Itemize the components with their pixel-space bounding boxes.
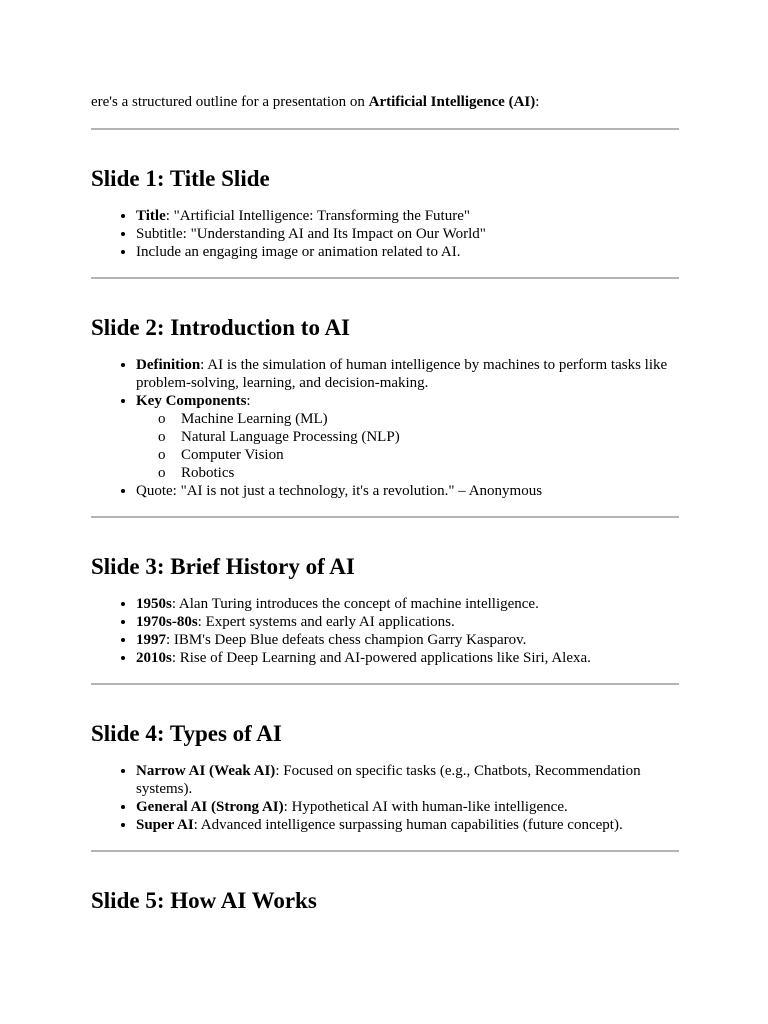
item-text: : IBM's Deep Blue defeats chess champion Garry Kasparov. — [166, 632, 527, 648]
slide-4-list — [91, 762, 679, 834]
slide-5-heading: Slide 5: How AI Works — [91, 888, 317, 913]
item-text: : AI is the simulation of human intelligence by machines to perform tasks like problem-solving, learning, and decision-making. — [136, 357, 668, 391]
list-item — [136, 595, 679, 613]
list-item — [136, 243, 679, 261]
section-divider — [91, 516, 679, 518]
item-term: 1970s-80s — [136, 614, 198, 630]
item-text: Subtitle: "Understanding AI and Its Impact on Our World" — [136, 226, 486, 242]
slide-2-heading: Slide 2: Introduction to AI — [91, 315, 351, 340]
item-text: : Hypothetical AI with human-like intelligence. — [283, 799, 568, 815]
sublist-item: o Computer Vision — [158, 446, 679, 464]
item-term: 1950s — [136, 596, 172, 612]
item-term: 1997 — [136, 632, 166, 648]
item-term: Key Components — [136, 393, 247, 409]
list-item — [136, 225, 679, 243]
slide-3-list — [91, 595, 679, 667]
slide-2-list — [91, 356, 679, 500]
item-text: : Alan Turing introduces the concept of machine intelligence. — [171, 596, 539, 612]
section-divider — [91, 850, 679, 852]
slide-4-heading: Slide 4: Types of AI — [91, 721, 282, 746]
list-item — [136, 631, 679, 649]
list-item — [136, 613, 679, 631]
item-text: Quote: "AI is not just a technology, it's a revolution." – Anonymous — [136, 483, 543, 499]
key-components-sublist — [136, 410, 679, 482]
item-term: General AI (Strong AI) — [136, 799, 284, 815]
item-term: Title — [136, 208, 166, 224]
sublist-item: o Machine Learning (ML) — [158, 410, 679, 428]
list-item — [136, 816, 679, 834]
list-item — [136, 392, 679, 482]
list-item — [136, 762, 679, 798]
item-text: : Advanced intelligence surpassing human capabilities (future concept). — [193, 817, 623, 833]
item-term: Super AI — [136, 817, 194, 833]
section-divider — [91, 128, 679, 130]
slide-1-list — [91, 207, 679, 261]
list-item — [136, 356, 679, 392]
document-content — [91, 93, 679, 915]
section-divider — [91, 683, 679, 685]
intro-suffix: : — [535, 94, 540, 110]
intro-topic: Artificial Intelligence (AI) — [368, 94, 536, 110]
item-text: : Rise of Deep Learning and AI-powered applications like Siri, Alexa. — [171, 650, 591, 666]
item-text: : "Artificial Intelligence: Transforming the Future" — [165, 208, 471, 224]
item-text: : — [246, 393, 251, 409]
slide-1-heading: Slide 1: Title Slide — [91, 166, 270, 191]
sublist-item: o Robotics — [158, 464, 679, 482]
item-term: Narrow AI (Weak AI) — [136, 763, 276, 779]
item-term: 2010s — [136, 650, 172, 666]
section-divider — [91, 277, 679, 279]
list-item — [136, 798, 679, 816]
intro-paragraph — [91, 93, 679, 111]
list-item — [136, 649, 679, 667]
list-item — [136, 207, 679, 225]
slide-3-heading: Slide 3: Brief History of AI — [91, 554, 355, 579]
list-item — [136, 482, 679, 500]
intro-text: ere's a structured outline for a presentation on — [91, 94, 369, 110]
item-text: Include an engaging image or animation related to AI. — [136, 244, 461, 260]
item-term: Definition — [136, 357, 201, 373]
item-text: : Expert systems and early AI applications. — [197, 614, 455, 630]
sublist-item: o Natural Language Processing (NLP) — [158, 428, 679, 446]
item-text: : Focused on specific tasks (e.g., Chatbots, Recommendation systems). — [136, 763, 641, 797]
